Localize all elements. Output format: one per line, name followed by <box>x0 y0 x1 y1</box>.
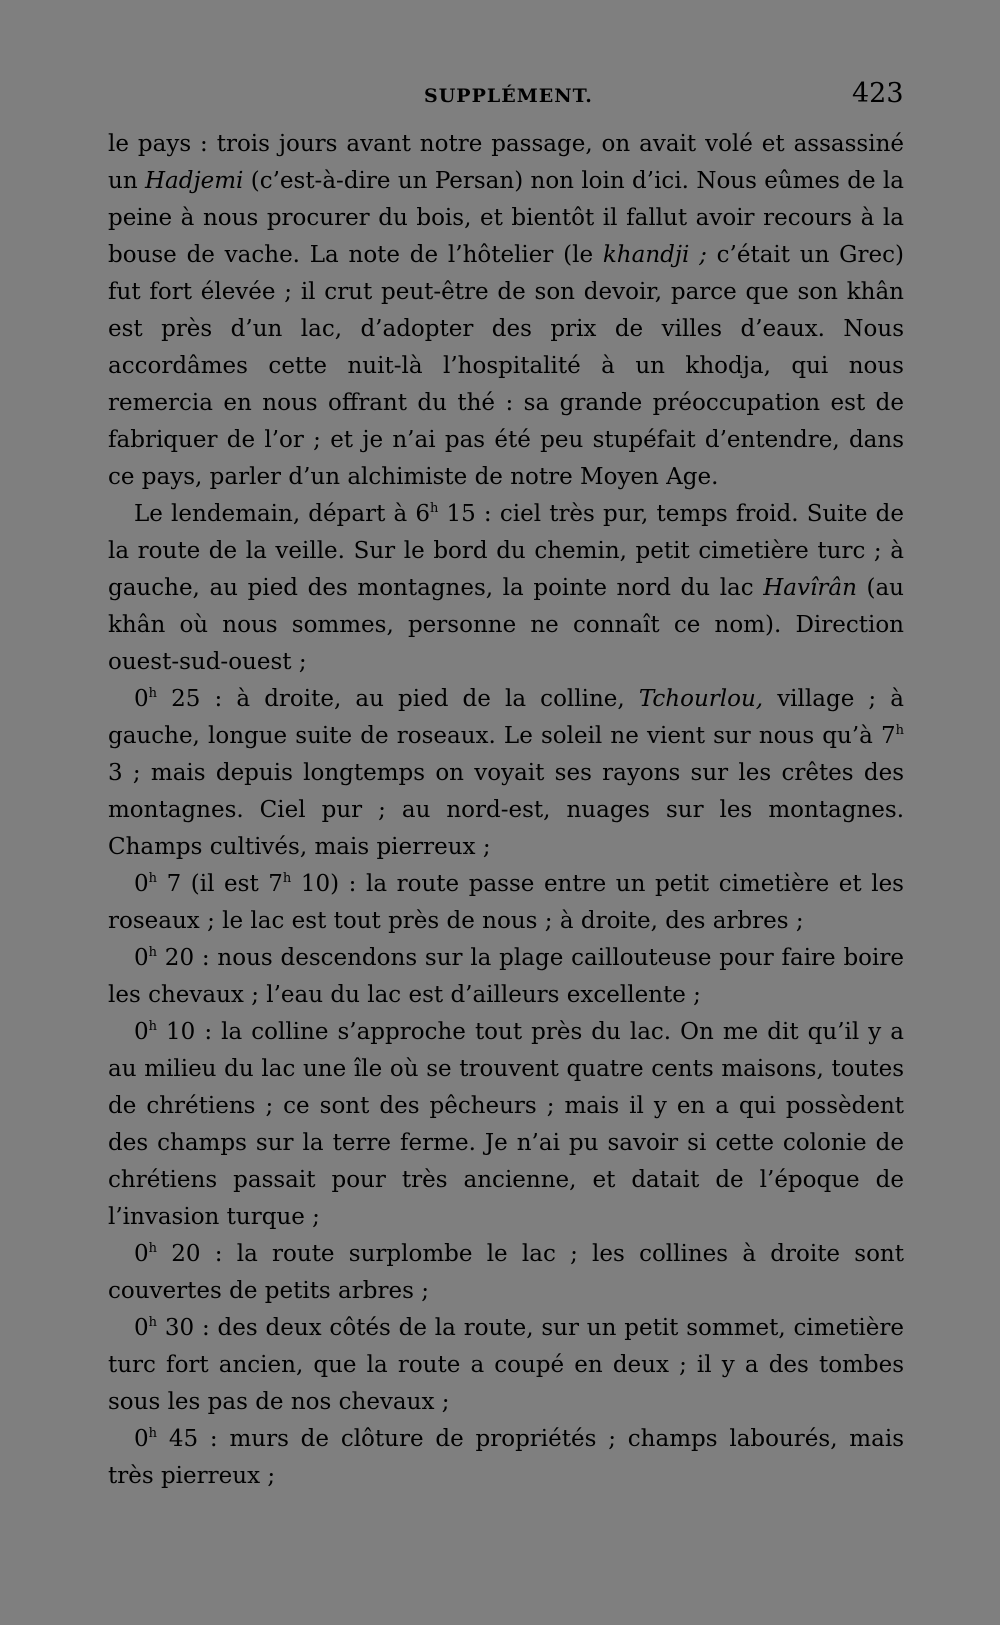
italic-term-tchourlou: Tchourlou, <box>638 686 764 712</box>
paragraph-itinerary-entry <box>108 1236 904 1310</box>
paragraph-itinerary-entry <box>108 1310 904 1421</box>
hour-superscript: h <box>895 723 904 738</box>
text-run: 3 ; mais depuis longtemps on voyait ses rayons sur les crêtes des montagnes. Ciel pur ; au nord-est, nuages sur les montagnes. Champs cultivés, mais pierreux ; <box>108 760 904 860</box>
hour-superscript: h <box>282 871 292 886</box>
paragraph-itinerary-entry <box>108 866 904 940</box>
text-run: 10 : la colline s’approche tout près du lac. On me dit qu’il y a au milieu du lac une île où se trouvent quatre cents maisons, toutes de chrétiens ; ce sont des pêcheurs ; mais il y en a qui possèdent des champs sur la terre ferme. Je n’ai pu savoir si cette colonie de chrétiens passait pour très ancienne, et datait de l’époque de l’invasion turque ; <box>108 1019 904 1230</box>
text-run: Le lendemain, départ à 6 <box>134 501 430 527</box>
text-run: village ; à gauche, longue suite de roseaux. Le soleil ne vient sur nous qu’à 7 <box>108 686 904 749</box>
time-value: 0 <box>134 1019 149 1045</box>
hour-superscript: h <box>148 1241 158 1256</box>
text-run: 30 : des deux côtés de la route, sur un petit sommet, cimetière turc fort ancien, que la route a coupé en deux ; il y a des tombes sous les pas de nos chevaux ; <box>108 1315 904 1415</box>
text-run: 20 : nous descendons sur la plage caillouteuse pour faire boire les chevaux ; l’eau du lac est d’ailleurs excellente ; <box>108 945 904 1008</box>
time-value: 0 <box>134 1241 149 1267</box>
paragraph-departure <box>108 496 904 681</box>
page-number: 423 <box>852 78 904 109</box>
time-value: 0 <box>134 1426 149 1452</box>
paragraph-continuation <box>108 126 904 496</box>
paragraph-itinerary-entry <box>108 940 904 1014</box>
time-value: 0 <box>134 1315 149 1341</box>
text-run: c’était un Grec) fut fort élevée ; il crut peut-être de son devoir, parce que son khân est près d’un lac, d’adopter des prix de villes d’eaux. Nous accordâmes cette nuit-là l’hospitalité à un khodja, qui nous remercia en nous offrant du thé : sa grande préoccupation est de fabriquer de l’or ; et je n’ai pas été peu stupéfait d’entendre, dans ce pays, parler d’un alchimiste de notre Moyen Age. <box>108 242 905 490</box>
italic-term-khandji: khandji ; <box>602 242 707 268</box>
hour-superscript: h <box>148 686 158 701</box>
hour-superscript: h <box>148 1019 158 1034</box>
paragraph-itinerary-entry <box>108 1421 904 1495</box>
hour-superscript: h <box>148 1426 158 1441</box>
body-text <box>108 126 904 1495</box>
italic-term-hadjemi: Hadjemi <box>144 168 244 194</box>
time-value: 0 <box>134 945 149 971</box>
hour-superscript: h <box>148 1315 158 1330</box>
time-value: 0 <box>134 686 149 712</box>
running-title: SUPPLÉMENT. <box>424 85 593 107</box>
text-run: 10) : la route passe entre un petit cimetière et les roseaux ; le lac est tout près de nous ; à droite, des arbres ; <box>108 871 904 934</box>
hour-superscript: h <box>148 945 158 960</box>
text-run: (c’est-à-dire un Persan) non loin d’ici. Nous eûmes de la peine à nous procurer du bois, et bientôt il fallut avoir recours à la bouse de vache. La note de l’hôtelier (le <box>108 168 905 268</box>
text-run: 45 : murs de clôture de propriétés ; champs labourés, mais très pierreux ; <box>108 1426 904 1489</box>
text-run: (au khân où nous sommes, personne ne connaît ce nom). Direction ouest-sud-ouest ; <box>108 575 904 675</box>
text-run: 25 : à droite, au pied de la colline, <box>157 686 639 712</box>
hour-superscript: h <box>429 501 439 516</box>
text-run: 15 : ciel très pur, temps froid. Suite de la route de la veille. Sur le bord du chemin, petit cimetière turc ; à gauche, au pied des montagnes, la pointe nord du lac <box>108 501 904 601</box>
text-run: 20 : la route surplombe le lac ; les collines à droite sont couvertes de petits arbres ; <box>108 1241 904 1304</box>
italic-term-havirân: Havîrân <box>763 575 857 601</box>
running-head <box>0 78 1000 122</box>
hour-superscript: h <box>148 871 158 886</box>
time-value: 0 <box>134 871 149 897</box>
paragraph-itinerary-entry <box>108 681 904 866</box>
paragraph-itinerary-entry <box>108 1014 904 1236</box>
text-run: le pays : trois jours avant notre passage, on avait volé et assassiné un <box>108 131 904 194</box>
text-run: 7 (il est 7 <box>157 871 283 897</box>
